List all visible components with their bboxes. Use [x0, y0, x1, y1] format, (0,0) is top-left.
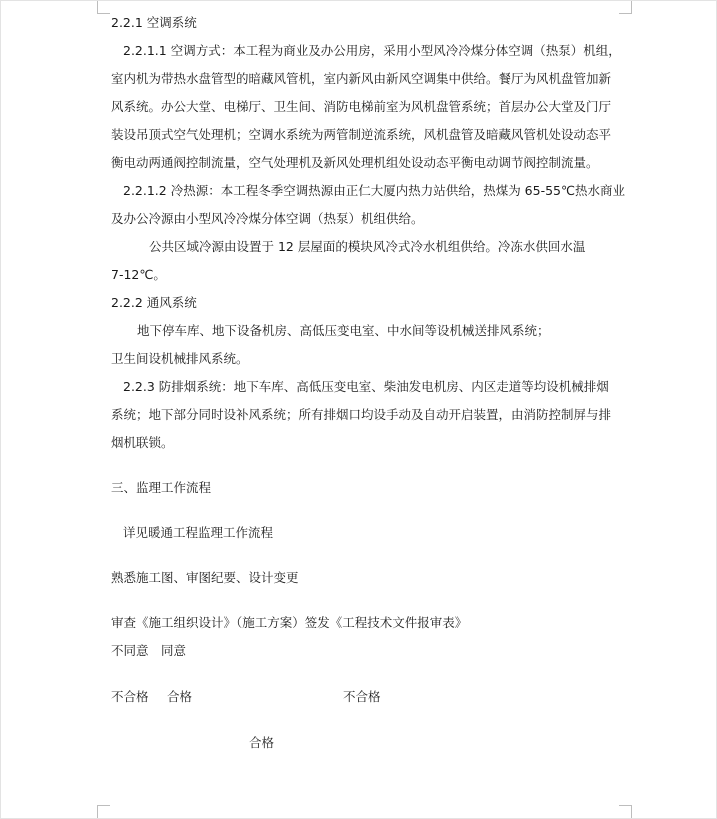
document-body: [111, 9, 626, 757]
section-2-2-2-title: 2.2.2 通风系统: [111, 295, 197, 310]
para-2-2-1-2-line-2: 及办公冷源由小型风冷冷煤分体空调（热泵）机组供给。: [111, 211, 424, 226]
section-2-2-1-title: 2.2.1 空调系统: [111, 15, 197, 30]
spacer: [111, 711, 611, 729]
spacer: [111, 592, 611, 609]
flow-decision-row: [111, 637, 611, 665]
para-public-cooling-line-2: 7-12℃。: [111, 267, 166, 282]
para-2-2-3-line-2: 系统；地下部分同时设补风系统；所有排烟口均设手动及自动开启装置，由消防控制屏与排: [111, 407, 612, 422]
spacer: [111, 665, 611, 683]
para-2-2-2-line-1: 地下停车库、地下设备机房、高低压变电室、中水间等设机械送排风系统；: [137, 323, 550, 338]
flow-inspection-row: [111, 683, 611, 711]
flow-step-2: 审查《施工组织设计》（施工方案）签发《工程技术文件报审表》: [111, 615, 468, 630]
flow-final-row: [111, 729, 611, 757]
flow-step-1: 熟悉施工图、审图纪要、设计变更: [111, 570, 299, 585]
section-3-title: 三、监理工作流程: [111, 480, 212, 495]
flow-disagree: 不同意: [111, 643, 149, 658]
para-2-2-3-line-1: 2.2.3 防排烟系统：地下车库、高低压变电室、柴油发电机房、内区走道等均设机械排烟: [123, 379, 609, 394]
flow-fail-right: 不合格: [343, 689, 381, 704]
para-2-2-1-1-line-5: 衡电动两通阀控制流量，空气处理机及新风处理机组处设动态平衡电动调节阀控制流量。: [111, 155, 599, 170]
flow-detail-text: 详见暖通工程监理工作流程: [123, 525, 274, 540]
margin-mark-bottom-left: [97, 805, 110, 818]
flow-pass-bottom: 合格: [249, 735, 275, 750]
margin-mark-bottom-right: [619, 805, 632, 818]
para-2-2-1-1-line-4: 装设吊顶式空气处理机；空调水系统为两管制逆流系统，风机盘管及暗藏风管机处设动态平: [111, 127, 612, 142]
spacer: [111, 502, 611, 519]
para-2-2-1-1-line-3: 风系统。办公大堂、电梯厅、卫生间、消防电梯前室为风机盘管系统；首层办公大堂及门厅: [111, 99, 612, 114]
margin-mark-top-right: [619, 1, 632, 14]
para-2-2-1-2-line-1: 2.2.1.2 冷热源：本工程冬季空调热源由正仁大厦内热力站供给，热煤为 65-55℃热水商业: [123, 183, 626, 198]
spacer: [111, 547, 611, 564]
para-2-2-2-line-2: 卫生间设机械排风系统。: [111, 351, 249, 366]
flow-fail-left: 不合格: [111, 689, 149, 704]
para-public-cooling-line-1: 公共区域冷源由设置于 12 层屋面的模块风冷式冷水机组供给。冷冻水供回水温: [149, 239, 586, 254]
para-2-2-1-1-line-1: 2.2.1.1 空调方式：本工程为商业及办公用房，采用小型风冷冷煤分体空调（热泵）机组，: [123, 43, 621, 58]
spacer: [111, 457, 611, 474]
flow-agree: 同意: [161, 643, 187, 658]
para-2-2-1-1-line-2: 室内机为带热水盘管型的暗藏风管机，室内新风由新风空调集中供给。餐厅为风机盘管加新: [111, 71, 612, 86]
para-2-2-3-line-3: 烟机联锁。: [111, 435, 174, 450]
margin-mark-top-left: [97, 1, 110, 14]
flow-pass-left: 合格: [167, 689, 193, 704]
